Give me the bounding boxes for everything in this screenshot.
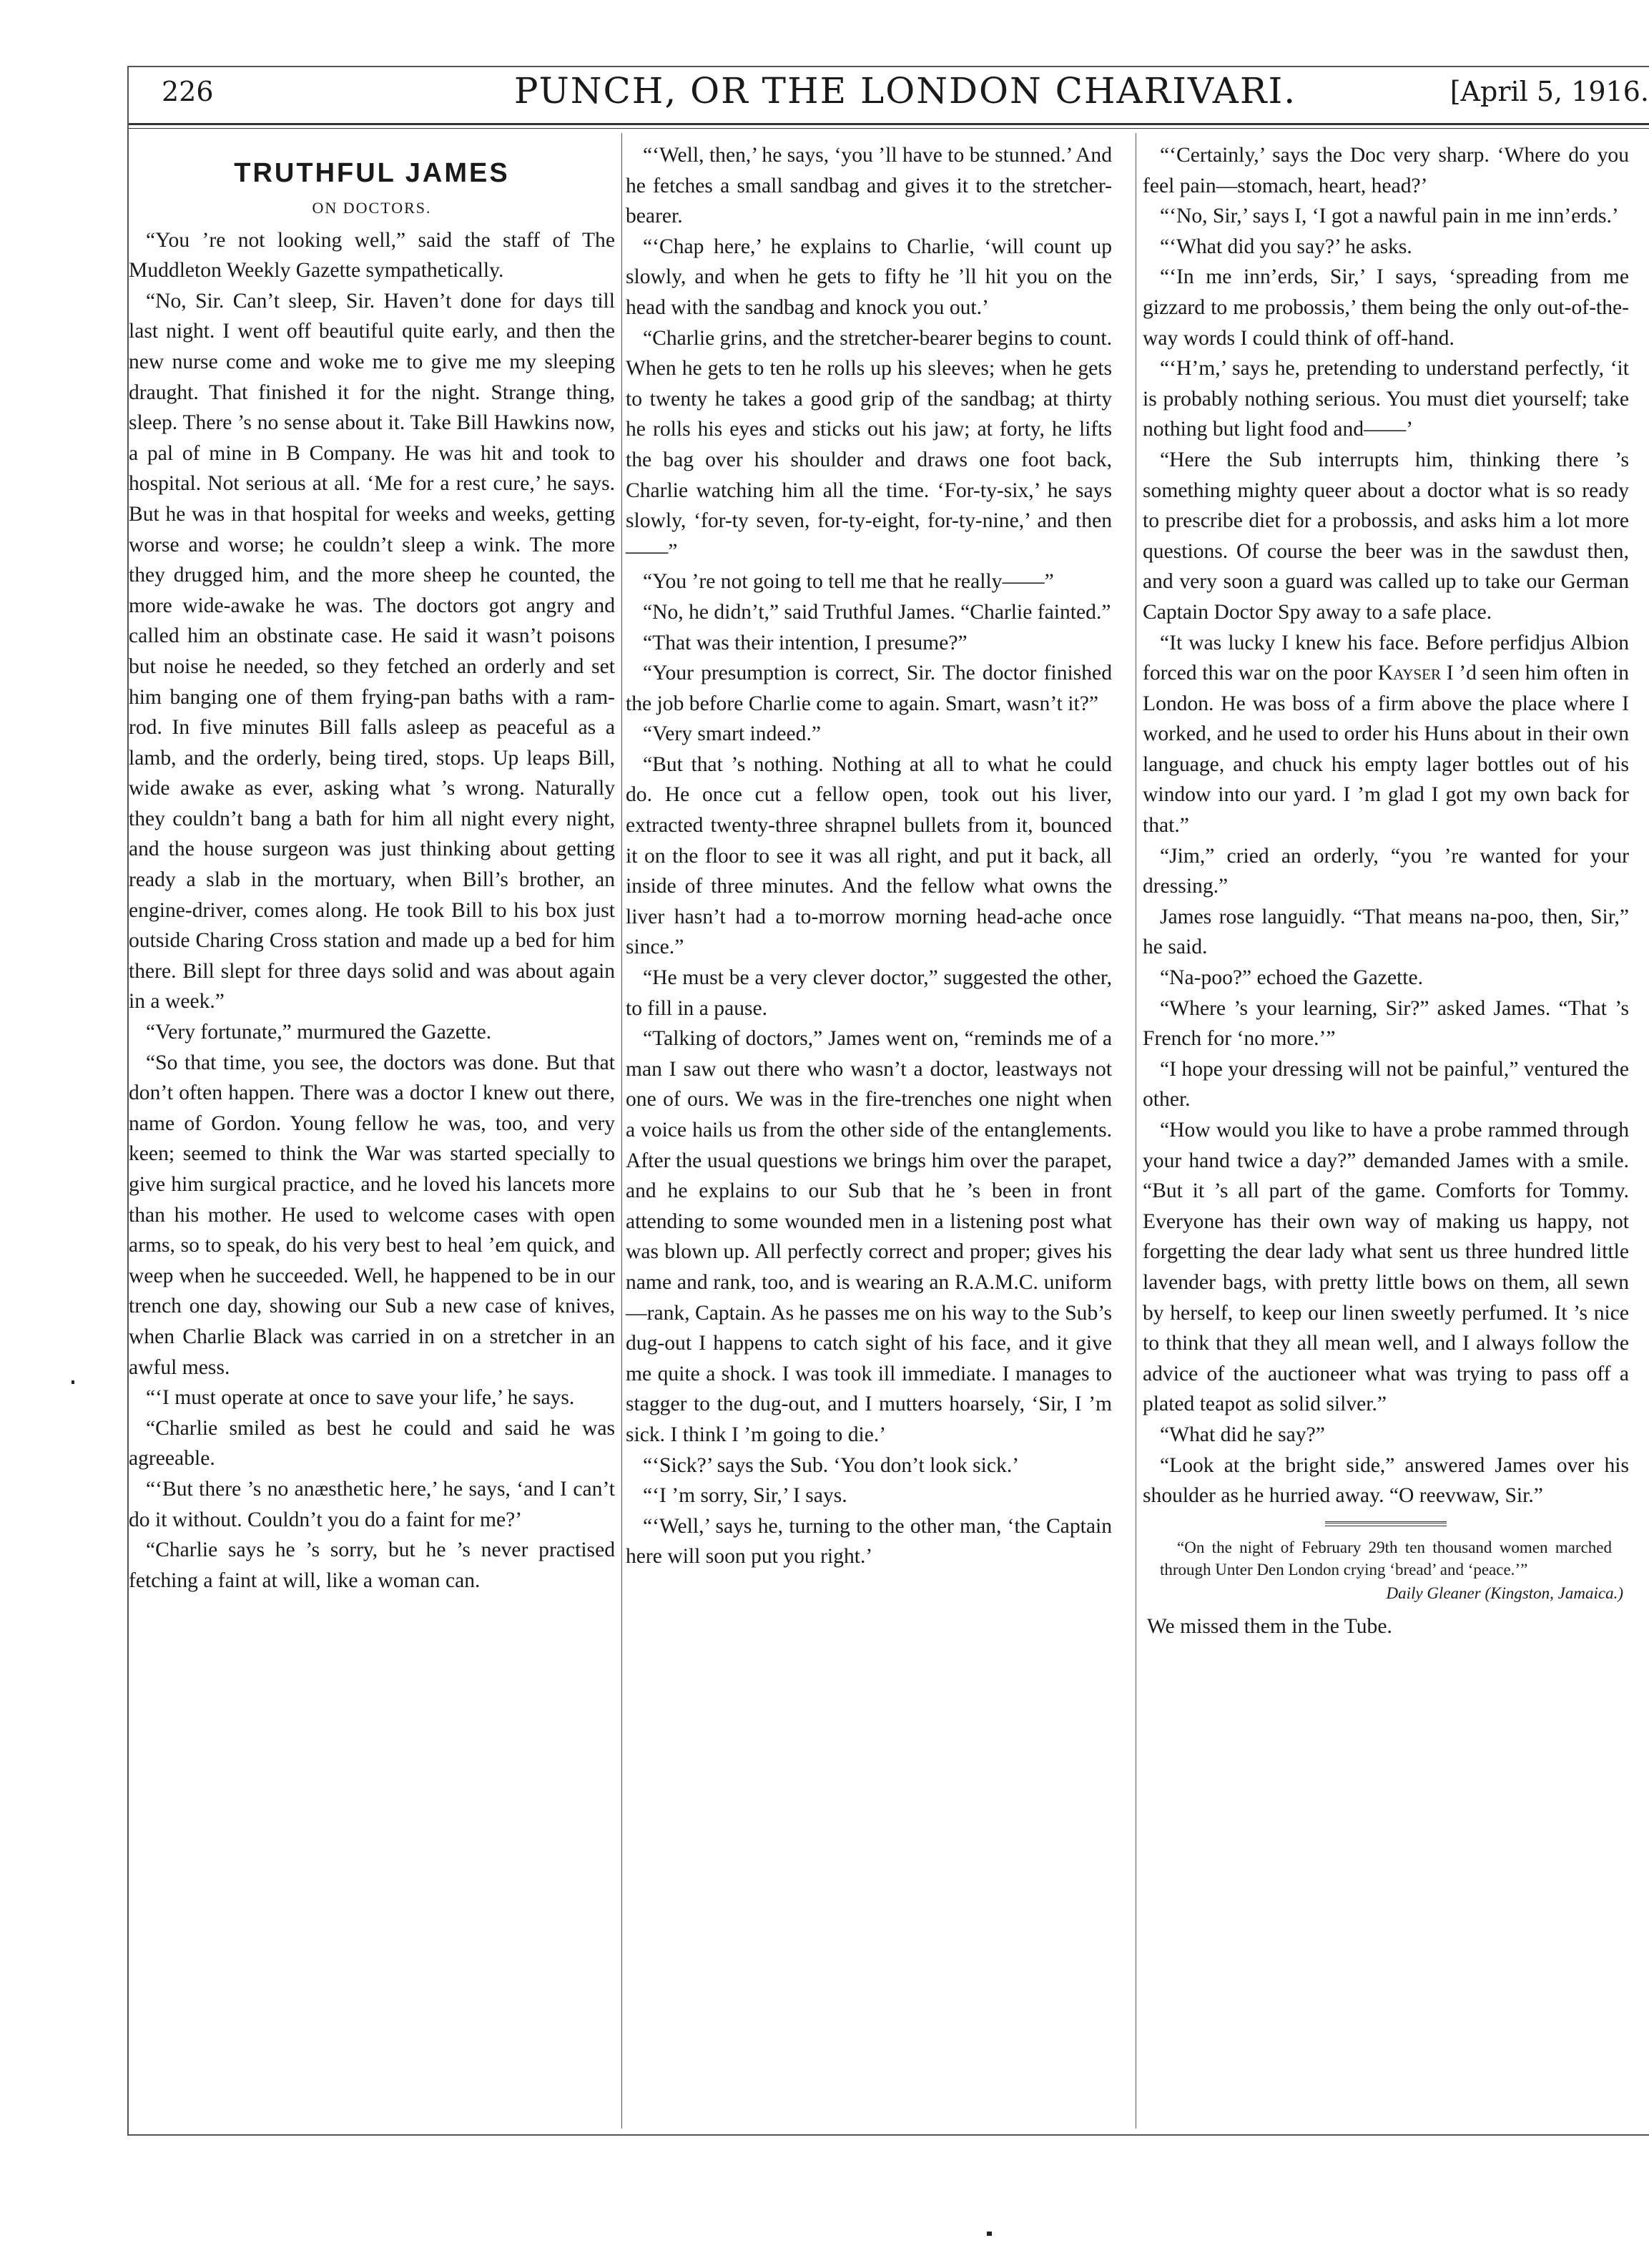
- header-rule-thick: [129, 123, 1649, 125]
- paragraph: “You ’re not looking well,” said the staff of The Muddleton Weekly Gazette sympathetically.: [129, 228, 615, 283]
- article-title: TRUTHFUL JAMES: [234, 158, 510, 188]
- issue-date: [April 5, 1916.: [1449, 76, 1649, 107]
- paragraph: “Very fortunate,” murmured the Gazette.: [146, 1021, 492, 1044]
- paragraph: “That was their intention, I presume?”: [643, 631, 968, 654]
- text-span: I ’d seen him often in London. He was boss of a firm above the place where I worked, and he used to order his Huns about in their own language, and chuck his empty lager bottles out of his window into our yard. I ’m glad I got my own back for that.”: [1143, 662, 1629, 838]
- paragraph: [1143, 628, 1629, 841]
- scan-speck: [72, 1380, 74, 1384]
- kayser-name: Kayser: [1377, 662, 1442, 685]
- article-subtitle: ON DOCTORS.: [312, 199, 432, 217]
- paragraph: “Charlie grins, and the stretcher-bearer begins to count. When he gets to ten he rolls up his sleeves; when he gets to twenty he takes a good grip of the sandbag; at thirty he rolls his eyes and sticks out his jaw; at forty, he lifts the bag over his shoulder and draws one foot back, Charlie watching him all the time. ‘For-ty-six,’ he says slowly, ‘for-ty seven, for-ty-eight, for-ty-nine,’ and then——”: [626, 326, 1112, 563]
- paragraph: “But that ’s nothing. Nothing at all to what he could do. He once cut a fellow open, took out his liver, extracted twenty-three shrapnel bullets from it, bounced it on the floor to see it was all right, and put it back, all inside of three minutes. And the fellow what owns the liver hasn’t had a to-morrow morning head-ache once since.”: [626, 752, 1112, 959]
- paragraph: “‘But there ’s no anæsthetic here,’ he says, ‘and I can’t do it without. Couldn’t you do a faint for me?’: [129, 1477, 615, 1531]
- filler-comment: We missed them in the Tube.: [1147, 1614, 1392, 1638]
- column-2: [626, 140, 1112, 1572]
- column-divider: [621, 133, 622, 2129]
- paragraph: “Na-poo?” echoed the Gazette.: [1160, 966, 1424, 990]
- paragraph: “Your presumption is correct, Sir. The doctor finished the job before Charlie come to again. Smart, wasn’t it?”: [626, 662, 1112, 715]
- scan-speck: [987, 2232, 992, 2236]
- filler-quote: “On the night of February 29th ten thousand women marched through Unter Den London crying ‘bread’ and ‘peace.’”: [1160, 1538, 1612, 1579]
- paragraph: “Charlie smiled as best he could and said he was agreeable.: [129, 1416, 615, 1471]
- paragraph: “Very smart indeed.”: [643, 722, 821, 746]
- paragraph: “No, Sir. Can’t sleep, Sir. Haven’t done for days till last night. I went off beautiful quite early, and then the new nurse come and woke me to give me my sleeping draught. That finished it for the night. Strange thing, sleep. There ’s no sense about it. Take Bill Hawkins now, a pal of mine in B Company. He was hit and took to hospital. Not serious at all. ‘Me for a rest cure,’ he says. But he was in that hospital for weeks and weeks, getting worse and worse; he couldn’t sleep a wink. The more they drugged him, and the more sheep he counted, the more wide-awake he was. The doctors got angry and called him an obstinate case. He said it wasn’t poisons but noise he needed, so they fetched an orderly and set him banging one of them frying-pan baths with a ram-rod. In five minutes Bill falls asleep as peaceful as a lamb, and the orderly, being tired, stops. Up leaps Bill, wide awake as ever, asking what ’s wrong. Naturally they couldn’t bang a bath for him all night every night, and the house surgeon was just thinking about getting ready a slab in the mortuary, when Bill’s brother, an engine-driver, comes along. He took Bill to his box just outside Charing Cross station and made up a bed for him there. Bill slept for three days solid and was about again in a week.”: [129, 289, 615, 1013]
- quote-source: [1143, 1582, 1623, 1604]
- paragraph: “How would you like to have a probe rammed through your hand twice a day?” demanded James with a smile. “But it ’s all part of the game. Comforts for Tommy. Everyone has their own way of making us happy, not forgetting the dear lady what sent us three hundred little lavender bags, with pretty little bows on them, all sewn by herself, to keep our linen sweetly perfumed. It ’s nice to think that they all mean well, and I always follow the advice of the auctioneer what was trying to pass off a plated teapot as solid silver.”: [1143, 1119, 1629, 1416]
- paragraph: James rose languidly. “That means na-poo, then, Sir,” he said.: [1143, 905, 1629, 959]
- paragraph: “No, he didn’t,” said Truthful James. “Charlie fainted.”: [643, 600, 1111, 624]
- paragraph: “Here the Sub interrupts him, thinking there ’s something mighty queer about a doctor what is so ready to prescribe diet for a probossis, and asks him a lot more questions. Of course the beer was in the sawdust then, and very soon a guard was called up to take our German Captain Doctor Spy away to a safe place.: [1143, 448, 1629, 624]
- running-head: [162, 70, 1649, 126]
- header-rule-thin: [129, 128, 1649, 129]
- paragraph: “I hope your dressing will not be painful,” ventured the other.: [1143, 1057, 1629, 1111]
- paragraph: “‘Well, then,’ he says, ‘you ’ll have to be stunned.’ And he fetches a small sandbag and gives it to the stretcher-bearer.: [626, 144, 1112, 228]
- paragraph: “Charlie says he ’s sorry, but he ’s never practised fetching a faint at will, like a woman can.: [129, 1538, 615, 1592]
- column-3: [1143, 140, 1629, 1641]
- masthead: PUNCH, OR THE LONDON CHARIVARI.: [513, 70, 1297, 112]
- paragraph: “Talking of doctors,” James went on, “reminds me of a man I saw out there who wasn’t a doctor, leastways not one of ours. We was in the fire-trenches one night when a voice hails us from the other side of the entanglements. After the usual questions we brings him over the parapet, and he explains to our Sub that he ’s been in front attending to some wounded men in a listening post what was blown up. All perfectly correct and proper; gives his name and rank, too, and is wearing an R.A.M.C. uniform—rank, Captain. As he passes me on his way to the Sub’s dug-out I happens to catch sight of his face, and it give me quite a shock. I was took ill immediate. I manages to stagger to the dug-out, and I mutters hoarsely, ‘Sir, I ’m sick. I think I ’m going to die.’: [626, 1027, 1112, 1446]
- source-paper: Daily Gleaner: [1386, 1584, 1481, 1602]
- paragraph: “He must be a very clever doctor,” suggested the other, to fill in a pause.: [626, 966, 1112, 1020]
- text-span: “It was lucky I knew his face. Before perfidjus Albion forced this war on the poor: [1143, 631, 1629, 685]
- paragraph: “Jim,” cried an orderly, “you ’re wanted for your dressing.”: [1143, 844, 1629, 898]
- paragraph: “So that time, you see, the doctors was done. But that don’t often happen. There was a doctor I knew out there, name of Gordon. Young fellow he was, too, and very keen; seemed to think the War was started specially to give him surgical practice, and he loved his lancets more than his mother. He used to welcome cases with open arms, so to speak, do his very best to heal ’em quick, and weep when he succeeded. Well, he happened to be in our trench one day, showing our Sub a new case of knives, when Charlie Black was carried in on a stretcher in an awful mess.: [129, 1051, 615, 1379]
- paragraph: “Look at the bright side,” answered James over his shoulder as he hurried away. “O reevwaw, Sir.”: [1143, 1453, 1629, 1508]
- paragraph: “‘What did you say?’ he asks.: [1160, 235, 1412, 258]
- source-place: (Kingston, Jamaica.): [1485, 1584, 1623, 1602]
- paragraph: “You ’re not going to tell me that he really——”: [643, 570, 1054, 594]
- paragraph: “What did he say?”: [1160, 1423, 1325, 1446]
- paragraph: “‘Sick?’ says the Sub. ‘You don’t look sick.’: [643, 1453, 1020, 1477]
- column-1: [129, 140, 615, 1596]
- paragraph: “‘Certainly,’ says the Doc very sharp. ‘Where do you feel pain—stomach, heart, head?’: [1143, 144, 1629, 197]
- paragraph: “‘H’m,’ says he, pretending to understand perfectly, ‘it is probably nothing serious. You must diet yourself; take nothing but light food and——’: [1143, 357, 1629, 441]
- paragraph: “‘Well,’ says he, turning to the other man, ‘the Captain here will soon put you right.’: [626, 1514, 1112, 1569]
- page-number: 226: [162, 76, 214, 107]
- paragraph: “‘No, Sir,’ says I, ‘I got a nawful pain in me inn’erds.’: [1160, 205, 1619, 228]
- paragraph: “‘In me inn’erds, Sir,’ I says, ‘spreading from me gizzard to me probossis,’ them being the only out-of-the-way words I could think of off-hand.: [1143, 265, 1629, 350]
- paragraph: “‘I ’m sorry, Sir,’ I says.: [643, 1484, 847, 1508]
- end-rule: [1325, 1521, 1447, 1526]
- paragraph: “‘I must operate at once to save your life,’ he says.: [146, 1386, 575, 1410]
- paragraph: “Where ’s your learning, Sir?” asked James. “That ’s French for ‘no more.’”: [1143, 996, 1629, 1051]
- paragraph: “‘Chap here,’ he explains to Charlie, ‘will count up slowly, and when he gets to fifty he ’ll hit you on the head with the sandbag and knock you out.’: [626, 235, 1112, 319]
